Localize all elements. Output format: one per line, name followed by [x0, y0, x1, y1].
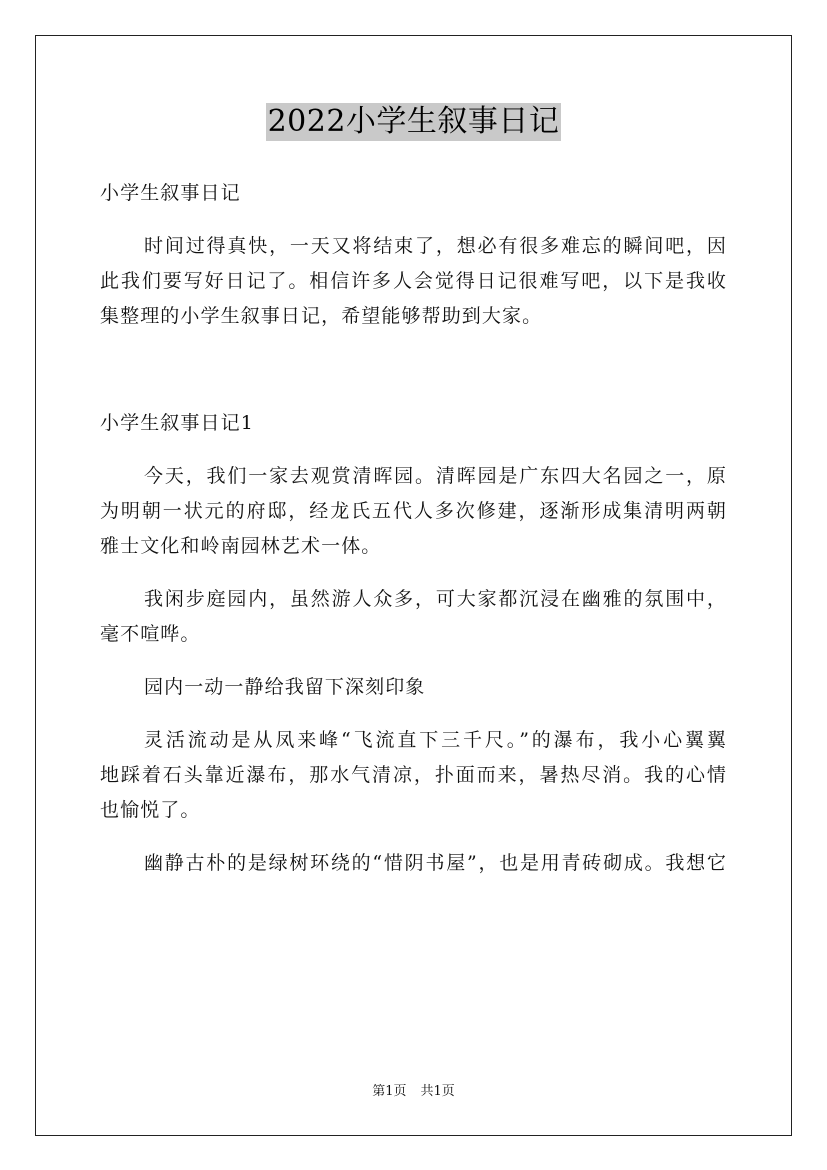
paragraph-line: 雅士文化和岭南园林艺术一体。 — [100, 535, 382, 557]
page-number-total: 共1页 — [420, 1084, 455, 1099]
paragraph-line: 为明朝一状元的府邸，经龙氏五代人多次修建，逐渐形成集清明两朝 — [100, 500, 727, 522]
paragraph-line: 也愉悦了。 — [100, 799, 201, 821]
paragraph-line: 灵活流动是从凤来峰“飞流直下三千尺。”的瀑布，我小心翼翼 — [144, 729, 727, 751]
paragraph-line: 地踩着石头靠近瀑布，那水气清凉，扑面而来，暑热尽消。我的心情 — [100, 764, 727, 786]
document-title: 2022小学生叙事日记 — [267, 104, 560, 139]
diary-paragraph-5 — [100, 846, 727, 881]
page-footer — [0, 1083, 827, 1101]
intro-line: 集整理的小学生叙事日记，希望能够帮助到大家。 — [100, 305, 543, 327]
intro-paragraph — [100, 229, 727, 334]
diary-paragraph-4 — [100, 723, 727, 828]
intro-line: 此我们要写好日记了。相信许多人会觉得日记很难写吧，以下是我收 — [100, 270, 727, 292]
paragraph-line: 我闲步庭园内，虽然游人众多，可大家都沉浸在幽雅的氛围中， — [144, 588, 727, 610]
diary-paragraph-2 — [100, 582, 727, 652]
section-heading: 小学生叙事日记 — [100, 182, 241, 204]
page-number-current: 第1页 — [372, 1084, 407, 1099]
document-body — [100, 176, 727, 899]
diary-paragraph-3 — [100, 670, 727, 705]
title-container — [0, 103, 827, 141]
paragraph-line: 幽静古朴的是绿树环绕的“惜阴书屋”，也是用青砖砌成。我想它 — [144, 852, 727, 874]
paragraph-line: 今天，我们一家去观赏清晖园。清晖园是广东四大名园之一，原 — [144, 465, 727, 487]
paragraph-line: 园内一动一静给我留下深刻印象 — [144, 676, 426, 698]
paragraph-line: 毫不喧哗。 — [100, 623, 201, 645]
diary-paragraph-1 — [100, 459, 727, 564]
intro-line: 时间过得真快，一天又将结束了，想必有很多难忘的瞬间吧，因 — [144, 235, 727, 257]
diary-heading: 小学生叙事日记1 — [100, 412, 254, 434]
